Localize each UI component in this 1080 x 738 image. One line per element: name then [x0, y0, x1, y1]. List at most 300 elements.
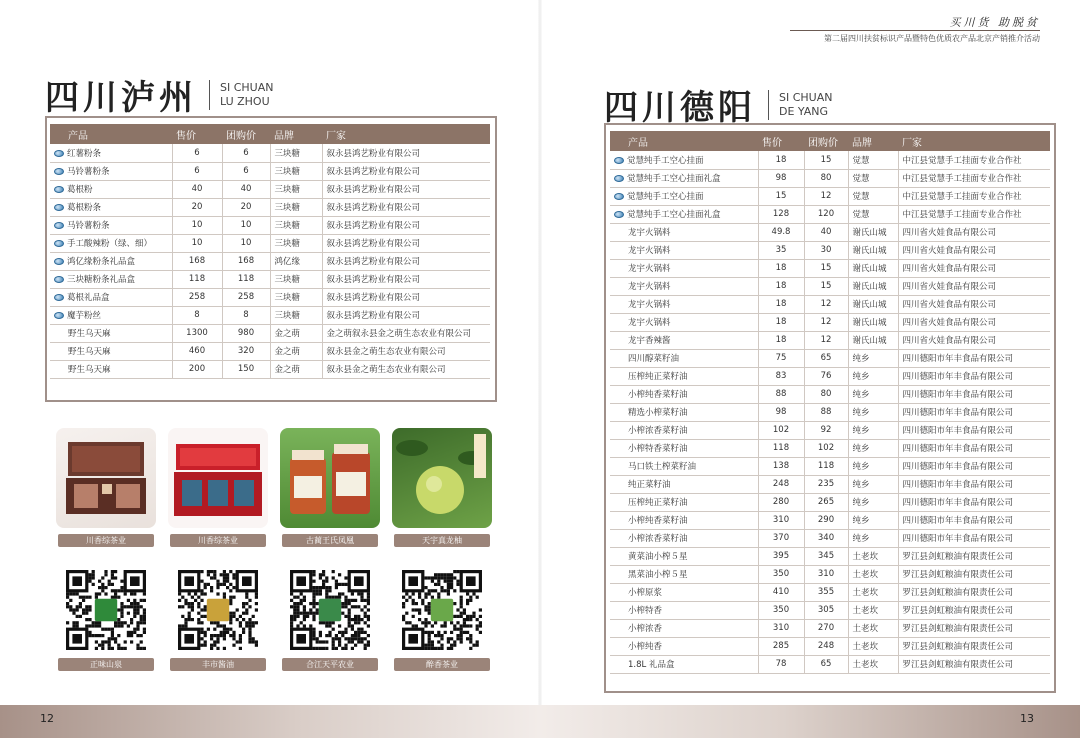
table-cell — [848, 385, 898, 403]
book-spine — [538, 0, 542, 705]
table-cell — [270, 144, 322, 162]
table-cell — [898, 493, 1050, 511]
column-header: 产品 — [50, 124, 172, 144]
cell-text: 30 — [820, 245, 832, 255]
table-cell — [610, 349, 758, 367]
table-cell — [222, 306, 270, 324]
table-cell — [610, 511, 758, 529]
cell-text: 四川德阳市年丰食品有限公司 — [902, 426, 1014, 436]
photo-label-2: 川香综茶业 — [170, 534, 266, 547]
cell-text: 叙永县鸿艺粉业有限公司 — [326, 257, 421, 267]
table-cell — [50, 252, 172, 270]
cell-text: 345 — [817, 551, 835, 561]
table-cell — [50, 324, 172, 342]
qr-code-2 — [178, 570, 258, 650]
table-cell — [172, 198, 222, 216]
cell-text: 118 — [817, 461, 835, 471]
table-cell — [610, 151, 758, 169]
column-header: 厂家 — [322, 124, 490, 144]
table-cell — [804, 295, 848, 313]
cell-text: 355 — [817, 587, 835, 597]
title-divider — [209, 80, 210, 110]
cell-text: 20 — [240, 202, 252, 212]
table-cell — [758, 439, 804, 457]
cell-text: 谢氏山城 — [852, 264, 887, 274]
cell-text: 6 — [194, 147, 200, 158]
table-row — [610, 619, 1050, 637]
cell-text: 鸿亿缘 — [274, 257, 301, 267]
table-cell — [758, 367, 804, 385]
table-cell — [758, 187, 804, 205]
cell-text: 10 — [240, 238, 252, 248]
table-cell — [804, 187, 848, 205]
table-cell — [758, 241, 804, 259]
table-cell — [610, 223, 758, 241]
table-row — [610, 169, 1050, 187]
cell-text: 觉慧纯手工空心挂面礼盒 — [627, 174, 721, 184]
table-cell — [848, 313, 898, 331]
cell-text: 叙永县鸿艺粉业有限公司 — [326, 239, 421, 249]
cell-text: 觉慧纯手工空心挂面礼盒 — [627, 210, 721, 220]
table-cell — [610, 601, 758, 619]
table-cell — [322, 234, 490, 252]
cell-text: 310 — [772, 623, 790, 633]
table-header-row — [50, 124, 490, 144]
cell-text: 98 — [775, 173, 787, 183]
table-cell — [50, 342, 172, 360]
cell-text: 80 — [820, 173, 832, 183]
qr-code-1 — [66, 570, 146, 650]
cell-text: 小榨纯香 — [628, 642, 663, 652]
cell-text: 410 — [772, 587, 790, 597]
cell-text: 三块糖 — [274, 239, 301, 249]
table-cell — [270, 270, 322, 288]
cell-text: 小榨纯香菜籽油 — [628, 516, 688, 526]
table-cell — [804, 511, 848, 529]
table-cell — [610, 187, 758, 205]
cell-text: 鸿亿缘粉条礼品盒 — [67, 257, 136, 267]
product-bullet-icon — [54, 222, 64, 229]
table-cell — [898, 547, 1050, 565]
footer-band-left — [0, 705, 540, 738]
table-cell — [804, 439, 848, 457]
right-title-en — [779, 91, 832, 119]
cell-text: 葛根粉 — [67, 185, 93, 195]
cell-text: 15 — [820, 154, 832, 165]
right-title-en-line1: SI CHUAN — [779, 90, 833, 104]
photo-tea-box-1 — [56, 428, 156, 528]
cell-text: 四川省火娃食品有限公司 — [902, 246, 997, 256]
table-cell — [222, 198, 270, 216]
cell-text: 土老坎 — [852, 624, 879, 634]
table-row — [610, 511, 1050, 529]
table-row — [610, 655, 1050, 673]
cell-text: 265 — [817, 497, 835, 507]
cell-text: 370 — [772, 533, 790, 543]
table-cell — [848, 277, 898, 295]
table-cell — [270, 180, 322, 198]
cell-text: 觉慧 — [852, 155, 870, 166]
table-cell — [898, 439, 1050, 457]
cell-text: 土老坎 — [852, 570, 879, 580]
table-cell — [270, 360, 322, 378]
cell-text: 1300 — [186, 328, 208, 338]
cell-text: 四川省火娃食品有限公司 — [902, 336, 997, 346]
cell-text: 觉慧纯手工空心挂面 — [627, 192, 704, 202]
table-cell — [898, 367, 1050, 385]
table-cell — [848, 331, 898, 349]
table-cell — [758, 511, 804, 529]
table-cell — [50, 144, 172, 162]
table-row — [50, 234, 490, 252]
cell-text: 18 — [775, 335, 787, 345]
table-cell — [758, 385, 804, 403]
product-bullet-icon — [54, 294, 64, 301]
table-cell — [898, 295, 1050, 313]
cell-text: 纯正菜籽油 — [628, 480, 671, 490]
cell-text: 118 — [237, 274, 255, 284]
table-cell — [172, 288, 222, 306]
cell-text: 龙宇火锅料 — [628, 246, 671, 256]
table-cell — [898, 169, 1050, 187]
table-row — [610, 601, 1050, 619]
cell-text: 土老坎 — [852, 606, 879, 616]
table-row — [610, 277, 1050, 295]
table-cell — [848, 457, 898, 475]
table-row — [50, 342, 490, 360]
cell-text: 叙永县鸿艺粉业有限公司 — [326, 148, 421, 159]
cell-text: 中江县觉慧手工挂面专业合作社 — [902, 174, 1022, 184]
table-cell — [50, 360, 172, 378]
table-cell — [804, 151, 848, 169]
cell-text: 150 — [237, 364, 255, 374]
table-cell — [758, 295, 804, 313]
cell-text: 纯乡 — [852, 426, 870, 436]
cell-text: 310 — [772, 515, 790, 525]
cell-text: 龙宇火锅料 — [628, 282, 671, 292]
cell-text: 金之萌叙永县金之萌生态农业有限公司 — [326, 329, 472, 339]
product-bullet-icon — [54, 312, 64, 319]
table-cell — [804, 367, 848, 385]
table-cell — [848, 349, 898, 367]
cell-text: 65 — [820, 659, 832, 669]
cell-text: 40 — [191, 184, 203, 194]
table-cell — [758, 457, 804, 475]
cell-text: 纯乡 — [852, 444, 870, 454]
cell-text: 20 — [191, 202, 203, 212]
table-row — [610, 223, 1050, 241]
cell-text: 葛根礼品盒 — [67, 293, 110, 303]
table-cell — [804, 619, 848, 637]
cell-text: 四川德阳市年丰食品有限公司 — [902, 444, 1014, 454]
cell-text: 红薯粉条 — [67, 148, 102, 159]
table-cell — [758, 565, 804, 583]
photo-pomelo — [392, 428, 492, 528]
table-row — [610, 565, 1050, 583]
table-cell — [898, 385, 1050, 403]
table-cell — [610, 385, 758, 403]
table-cell — [322, 270, 490, 288]
product-bullet-icon — [614, 193, 624, 200]
right-section-title — [604, 80, 832, 129]
table-cell — [270, 288, 322, 306]
cell-text: 76 — [820, 371, 832, 381]
header-rule — [790, 30, 1040, 31]
table-cell — [848, 583, 898, 601]
table-row — [610, 187, 1050, 205]
cell-text: 金之萌 — [274, 329, 301, 339]
cell-text: 谢氏山城 — [852, 318, 887, 328]
page-number-left: 12 — [40, 712, 54, 725]
cell-text: 精选小榨菜籽油 — [628, 408, 688, 418]
cell-text: 葛根粉条 — [67, 203, 102, 213]
table-cell — [322, 288, 490, 306]
table-cell — [270, 162, 322, 180]
table-cell — [50, 180, 172, 198]
table-cell — [50, 234, 172, 252]
table-row — [610, 583, 1050, 601]
cell-text: 65 — [820, 353, 832, 363]
photo-label-4: 天宇真龙柚 — [394, 534, 490, 547]
table-row — [610, 259, 1050, 277]
table-cell — [50, 306, 172, 324]
cell-text: 纯乡 — [852, 408, 870, 418]
table-cell — [804, 385, 848, 403]
table-cell — [804, 457, 848, 475]
table-cell — [848, 367, 898, 385]
table-cell — [322, 216, 490, 234]
table-cell — [804, 277, 848, 295]
table-cell — [610, 637, 758, 655]
cell-text: 龙宇火锅料 — [628, 264, 671, 274]
cell-text: 12 — [820, 317, 832, 327]
table-cell — [848, 295, 898, 313]
table-cell — [610, 205, 758, 223]
table-cell — [222, 324, 270, 342]
cell-text: 258 — [188, 292, 206, 302]
cell-text: 200 — [188, 364, 206, 374]
table-cell — [848, 421, 898, 439]
cell-text: 三块糖 — [274, 148, 301, 159]
column-header: 团购价 — [804, 131, 848, 151]
cell-text: 18 — [775, 299, 787, 309]
cell-text: 野生乌天麻 — [68, 329, 111, 339]
cell-text: 168 — [237, 256, 255, 266]
right-title-en-line2: DE YANG — [779, 104, 829, 118]
table-cell — [898, 565, 1050, 583]
table-cell — [758, 331, 804, 349]
table-row — [610, 493, 1050, 511]
cell-text: 金之萌 — [274, 365, 301, 375]
qr-label-2: 丰市酱油 — [170, 658, 266, 671]
table-cell — [172, 342, 222, 360]
table-cell — [172, 360, 222, 378]
table-cell — [50, 216, 172, 234]
table-cell — [804, 565, 848, 583]
cell-text: 叙永县金之萌生态农业有限公司 — [326, 365, 446, 375]
photo-label-1: 川香综茶业 — [58, 534, 154, 547]
table-cell — [322, 342, 490, 360]
table-cell — [848, 187, 898, 205]
cell-text: 罗江县剑虹粮油有限责任公司 — [902, 660, 1014, 670]
cell-text: 12 — [820, 191, 832, 201]
page-number-right: 13 — [1020, 712, 1034, 725]
table-cell — [898, 421, 1050, 439]
table-row — [50, 144, 490, 162]
event-name: 第二届四川扶贫标识产品暨特色优质农产品北京产销推介活动 — [824, 34, 1040, 43]
cell-text: 138 — [772, 461, 790, 471]
table-cell — [758, 403, 804, 421]
cell-text: 128 — [772, 209, 790, 219]
table-cell — [804, 583, 848, 601]
table-cell — [804, 223, 848, 241]
table-cell — [50, 162, 172, 180]
cell-text: 龙宇火锅料 — [628, 318, 671, 328]
table-cell — [898, 655, 1050, 673]
cell-text: 88 — [775, 389, 787, 399]
product-bullet-icon — [54, 186, 64, 193]
table-row — [610, 205, 1050, 223]
table-cell — [610, 655, 758, 673]
cell-text: 280 — [772, 497, 790, 507]
cell-text: 118 — [772, 443, 790, 453]
cell-text: 四川德阳市年丰食品有限公司 — [902, 498, 1014, 508]
product-bullet-icon — [614, 175, 624, 182]
cell-text: 四川德阳市年丰食品有限公司 — [902, 534, 1014, 544]
table-cell — [322, 198, 490, 216]
cell-text: 叙永县鸿艺粉业有限公司 — [326, 203, 421, 213]
table-cell — [322, 252, 490, 270]
cell-text: 觉慧 — [852, 210, 870, 220]
table-cell — [804, 601, 848, 619]
table-cell — [804, 637, 848, 655]
cell-text: 四川德阳市年丰食品有限公司 — [902, 408, 1014, 418]
table-cell — [50, 270, 172, 288]
table-cell — [222, 216, 270, 234]
table-row — [50, 306, 490, 324]
table-cell — [222, 270, 270, 288]
left-title-en-line1: SI CHUAN — [220, 80, 274, 94]
table-cell — [270, 324, 322, 342]
cell-text: 78 — [775, 659, 787, 669]
table-cell — [172, 180, 222, 198]
table-cell — [758, 349, 804, 367]
left-title-en-line2: LU ZHOU — [220, 94, 270, 108]
cell-text: 罗江县剑虹粮油有限责任公司 — [902, 624, 1014, 634]
cell-text: 310 — [817, 569, 835, 579]
cell-text: 中江县觉慧手工挂面专业合作社 — [902, 155, 1022, 166]
cell-text: 龙宇火锅料 — [628, 300, 671, 310]
cell-text: 马口铁土榨菜籽油 — [628, 462, 697, 472]
table-row — [610, 385, 1050, 403]
table-cell — [804, 547, 848, 565]
table-cell — [848, 493, 898, 511]
table-cell — [848, 529, 898, 547]
table-row — [610, 331, 1050, 349]
cell-text: 270 — [817, 623, 835, 633]
cell-text: 谢氏山城 — [852, 300, 887, 310]
cell-text: 四川省火娃食品有限公司 — [902, 318, 997, 328]
cell-text: 中江县觉慧手工挂面专业合作社 — [902, 192, 1022, 202]
cell-text: 三块糖 — [274, 293, 301, 303]
table-cell — [758, 475, 804, 493]
cell-text: 小榨特香 — [628, 606, 663, 616]
table-cell — [848, 655, 898, 673]
cell-text: 三块糖 — [274, 167, 301, 177]
table-cell — [848, 439, 898, 457]
table-cell — [610, 169, 758, 187]
cell-text: 土老坎 — [852, 552, 879, 562]
cell-text: 350 — [772, 605, 790, 615]
table-cell — [804, 349, 848, 367]
cell-text: 土老坎 — [852, 642, 879, 652]
table-cell — [758, 313, 804, 331]
cell-text: 8 — [194, 310, 200, 320]
table-cell — [898, 475, 1050, 493]
cell-text: 觉慧 — [852, 192, 870, 202]
table-cell — [172, 252, 222, 270]
cell-text: 15 — [820, 263, 832, 273]
table-cell — [270, 252, 322, 270]
table-cell — [758, 583, 804, 601]
cell-text: 258 — [237, 292, 255, 302]
cell-text: 四川省火娃食品有限公司 — [902, 282, 997, 292]
table-cell — [898, 151, 1050, 169]
cell-text: 觉慧纯手工空心挂面 — [627, 155, 704, 166]
column-header: 厂家 — [898, 131, 1050, 151]
table-cell — [758, 223, 804, 241]
cell-text: 6 — [243, 147, 249, 158]
cell-text: 罗江县剑虹粮油有限责任公司 — [902, 588, 1014, 598]
table-cell — [848, 511, 898, 529]
cell-text: 18 — [775, 263, 787, 273]
cell-text: 1.8L 礼品盒 — [628, 660, 675, 670]
cell-text: 小榨浓香 — [628, 624, 663, 634]
column-header: 售价 — [172, 124, 222, 144]
cell-text: 305 — [817, 605, 835, 615]
product-bullet-icon — [614, 211, 624, 218]
qr-code-3 — [290, 570, 370, 650]
table-row — [50, 270, 490, 288]
cell-text: 罗江县剑虹粮油有限责任公司 — [902, 642, 1014, 652]
right-title-cn: 四川德阳 — [604, 88, 756, 128]
table-cell — [758, 529, 804, 547]
table-cell — [610, 457, 758, 475]
table-cell — [610, 259, 758, 277]
table-cell — [758, 277, 804, 295]
table-cell — [848, 403, 898, 421]
table-cell — [898, 205, 1050, 223]
product-bullet-icon — [54, 204, 64, 211]
cell-text: 80 — [820, 389, 832, 399]
column-header: 售价 — [758, 131, 804, 151]
cell-text: 叙永县鸿艺粉业有限公司 — [326, 293, 421, 303]
table-cell — [848, 619, 898, 637]
table-cell — [610, 241, 758, 259]
footer-band-right — [540, 705, 1080, 738]
table-cell — [848, 223, 898, 241]
table-cell — [848, 547, 898, 565]
table-cell — [898, 349, 1050, 367]
cell-text: 小榨纯香菜籽油 — [628, 390, 688, 400]
table-cell — [898, 529, 1050, 547]
column-header: 品牌 — [848, 131, 898, 151]
table-cell — [50, 288, 172, 306]
table-cell — [610, 529, 758, 547]
table-row — [50, 216, 490, 234]
cell-text: 6 — [194, 166, 200, 176]
table-cell — [172, 162, 222, 180]
